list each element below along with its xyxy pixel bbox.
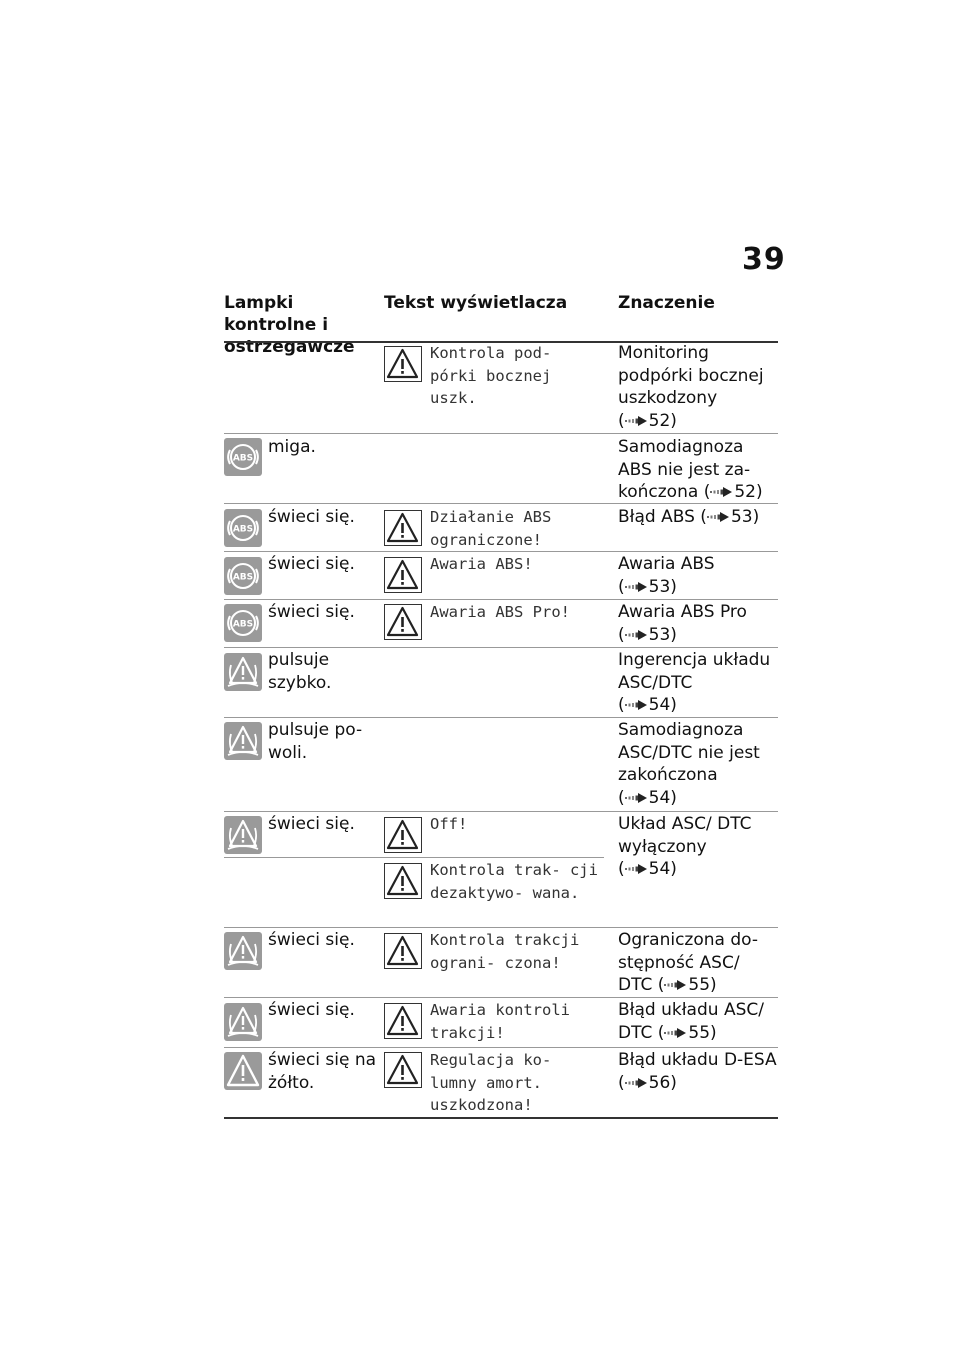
meaning-text: Awaria ABS ( 53) — [618, 554, 715, 597]
page-reference-arrow-icon — [707, 512, 731, 522]
page-reference[interactable]: 53 — [648, 624, 671, 645]
meaning-text: Monitoring podpórki bocznej uszkodzony ( 52) — [618, 343, 764, 431]
meaning-text: Błąd ABS ( 53) — [618, 507, 760, 527]
asc-dtc-lamp-icon — [224, 653, 262, 691]
page-reference-arrow-icon — [625, 793, 649, 803]
meaning-text: Samodiagnoza ASC/DTC nie jest zakończona ( 54) — [618, 720, 760, 808]
page-reference[interactable]: 52 — [648, 410, 671, 431]
page-reference[interactable]: 55 — [688, 975, 711, 996]
warning-triangle-icon — [384, 1003, 422, 1039]
display-text: Kontrola trak- cji dezaktywo- wana. — [430, 861, 598, 902]
lamp-state: świeci się. — [268, 602, 355, 622]
abs-lamp-icon — [224, 509, 262, 547]
row-divider — [224, 551, 778, 552]
page-number: 39 — [742, 242, 786, 277]
page-reference-arrow-icon — [625, 700, 649, 710]
warning-triangle-icon — [384, 933, 422, 969]
row-divider — [224, 997, 778, 998]
lamp-state: świeci się. — [268, 1000, 355, 1020]
lamp-state: świeci się na żółto. — [268, 1050, 377, 1093]
page-reference-arrow-icon — [625, 582, 649, 592]
asc-dtc-lamp-icon — [224, 1003, 262, 1041]
page-reference[interactable]: 54 — [648, 859, 671, 880]
page-reference[interactable]: 54 — [648, 695, 671, 716]
page-reference[interactable]: 56 — [648, 1072, 671, 1093]
display-text: Off! — [430, 815, 468, 833]
page-reference-arrow-icon — [710, 487, 734, 497]
row-divider — [224, 503, 778, 504]
meaning-text: Awaria ABS Pro ( 53) — [618, 602, 747, 645]
lamp-state: miga. — [268, 437, 316, 457]
display-text: Awaria ABS Pro! — [430, 603, 570, 621]
meaning-text: Błąd układu D-ESA ( 56) — [618, 1050, 777, 1093]
abs-lamp-icon — [224, 557, 262, 595]
page-reference-arrow-icon — [625, 1078, 649, 1088]
header-lamps: Lampki kontrolne i ostrzegawcze — [224, 293, 355, 357]
lamp-state: świeci się. — [268, 507, 355, 527]
display-text: Regulacja ko- lumny amort. uszkodzona! — [430, 1051, 552, 1115]
row-divider — [224, 1047, 778, 1048]
header-meaning: Znaczenie — [618, 293, 715, 313]
meaning-text: Samodiagnoza ABS nie jest za- kończona ( 52) — [618, 437, 763, 503]
warning-triangle-icon — [384, 604, 422, 640]
display-text: Kontrola trakcji ograni- czona! — [430, 931, 580, 972]
page-reference[interactable]: 54 — [648, 787, 671, 808]
row-divider — [224, 811, 778, 812]
general-warning-lamp-icon — [224, 1052, 262, 1090]
lamp-state: pulsuje szybko. — [268, 650, 332, 693]
header-display-text: Tekst wyświetlacza — [384, 293, 568, 313]
page-reference-arrow-icon — [625, 864, 649, 874]
abs-lamp-icon — [224, 604, 262, 642]
page-reference[interactable]: 55 — [688, 1022, 711, 1043]
display-text: Działanie ABS ograniczone! — [430, 508, 552, 549]
warning-triangle-icon — [384, 510, 422, 546]
page-reference-arrow-icon — [625, 416, 649, 426]
warning-triangle-icon — [384, 1052, 422, 1088]
warning-triangle-icon — [384, 863, 422, 899]
lamp-state: pulsuje po- woli. — [268, 720, 363, 763]
meaning-text: Błąd układu ASC/ DTC ( 55) — [618, 1000, 764, 1043]
warning-triangle-icon — [384, 817, 422, 853]
lamp-state: świeci się. — [268, 930, 355, 950]
page-reference-arrow-icon — [664, 1028, 688, 1038]
page-reference[interactable]: 52 — [734, 482, 756, 503]
warning-triangle-icon — [384, 557, 422, 593]
page-reference[interactable]: 53 — [648, 576, 671, 597]
page-reference-arrow-icon — [664, 980, 688, 990]
warning-triangle-icon — [384, 346, 422, 382]
meaning-text: Ograniczona do- stępność ASC/ DTC ( 55) — [618, 930, 758, 996]
page-reference-arrow-icon — [625, 630, 649, 640]
asc-dtc-lamp-icon — [224, 722, 262, 760]
asc-dtc-lamp-icon — [224, 932, 262, 970]
asc-dtc-lamp-icon — [224, 816, 262, 854]
display-text: Kontrola pod- pórki bocznej uszk. — [430, 344, 552, 408]
row-divider — [224, 717, 778, 718]
display-text: Awaria kontroli trakcji! — [430, 1001, 570, 1042]
meaning-text: Ingerencja układu ASC/DTC ( 54) — [618, 650, 771, 716]
row-divider — [224, 857, 604, 858]
lamp-state: świeci się. — [268, 814, 355, 834]
row-divider — [224, 599, 778, 600]
display-text: Awaria ABS! — [430, 555, 533, 573]
row-divider — [224, 647, 778, 648]
row-divider — [224, 433, 778, 434]
row-divider — [224, 927, 778, 928]
page-reference[interactable]: 53 — [730, 507, 753, 527]
abs-lamp-icon — [224, 438, 262, 476]
lamp-state: świeci się. — [268, 554, 355, 574]
meaning-text: Układ ASC/ DTC wyłączony ( 54) — [618, 814, 752, 880]
table-bottom-rule — [224, 1117, 778, 1119]
